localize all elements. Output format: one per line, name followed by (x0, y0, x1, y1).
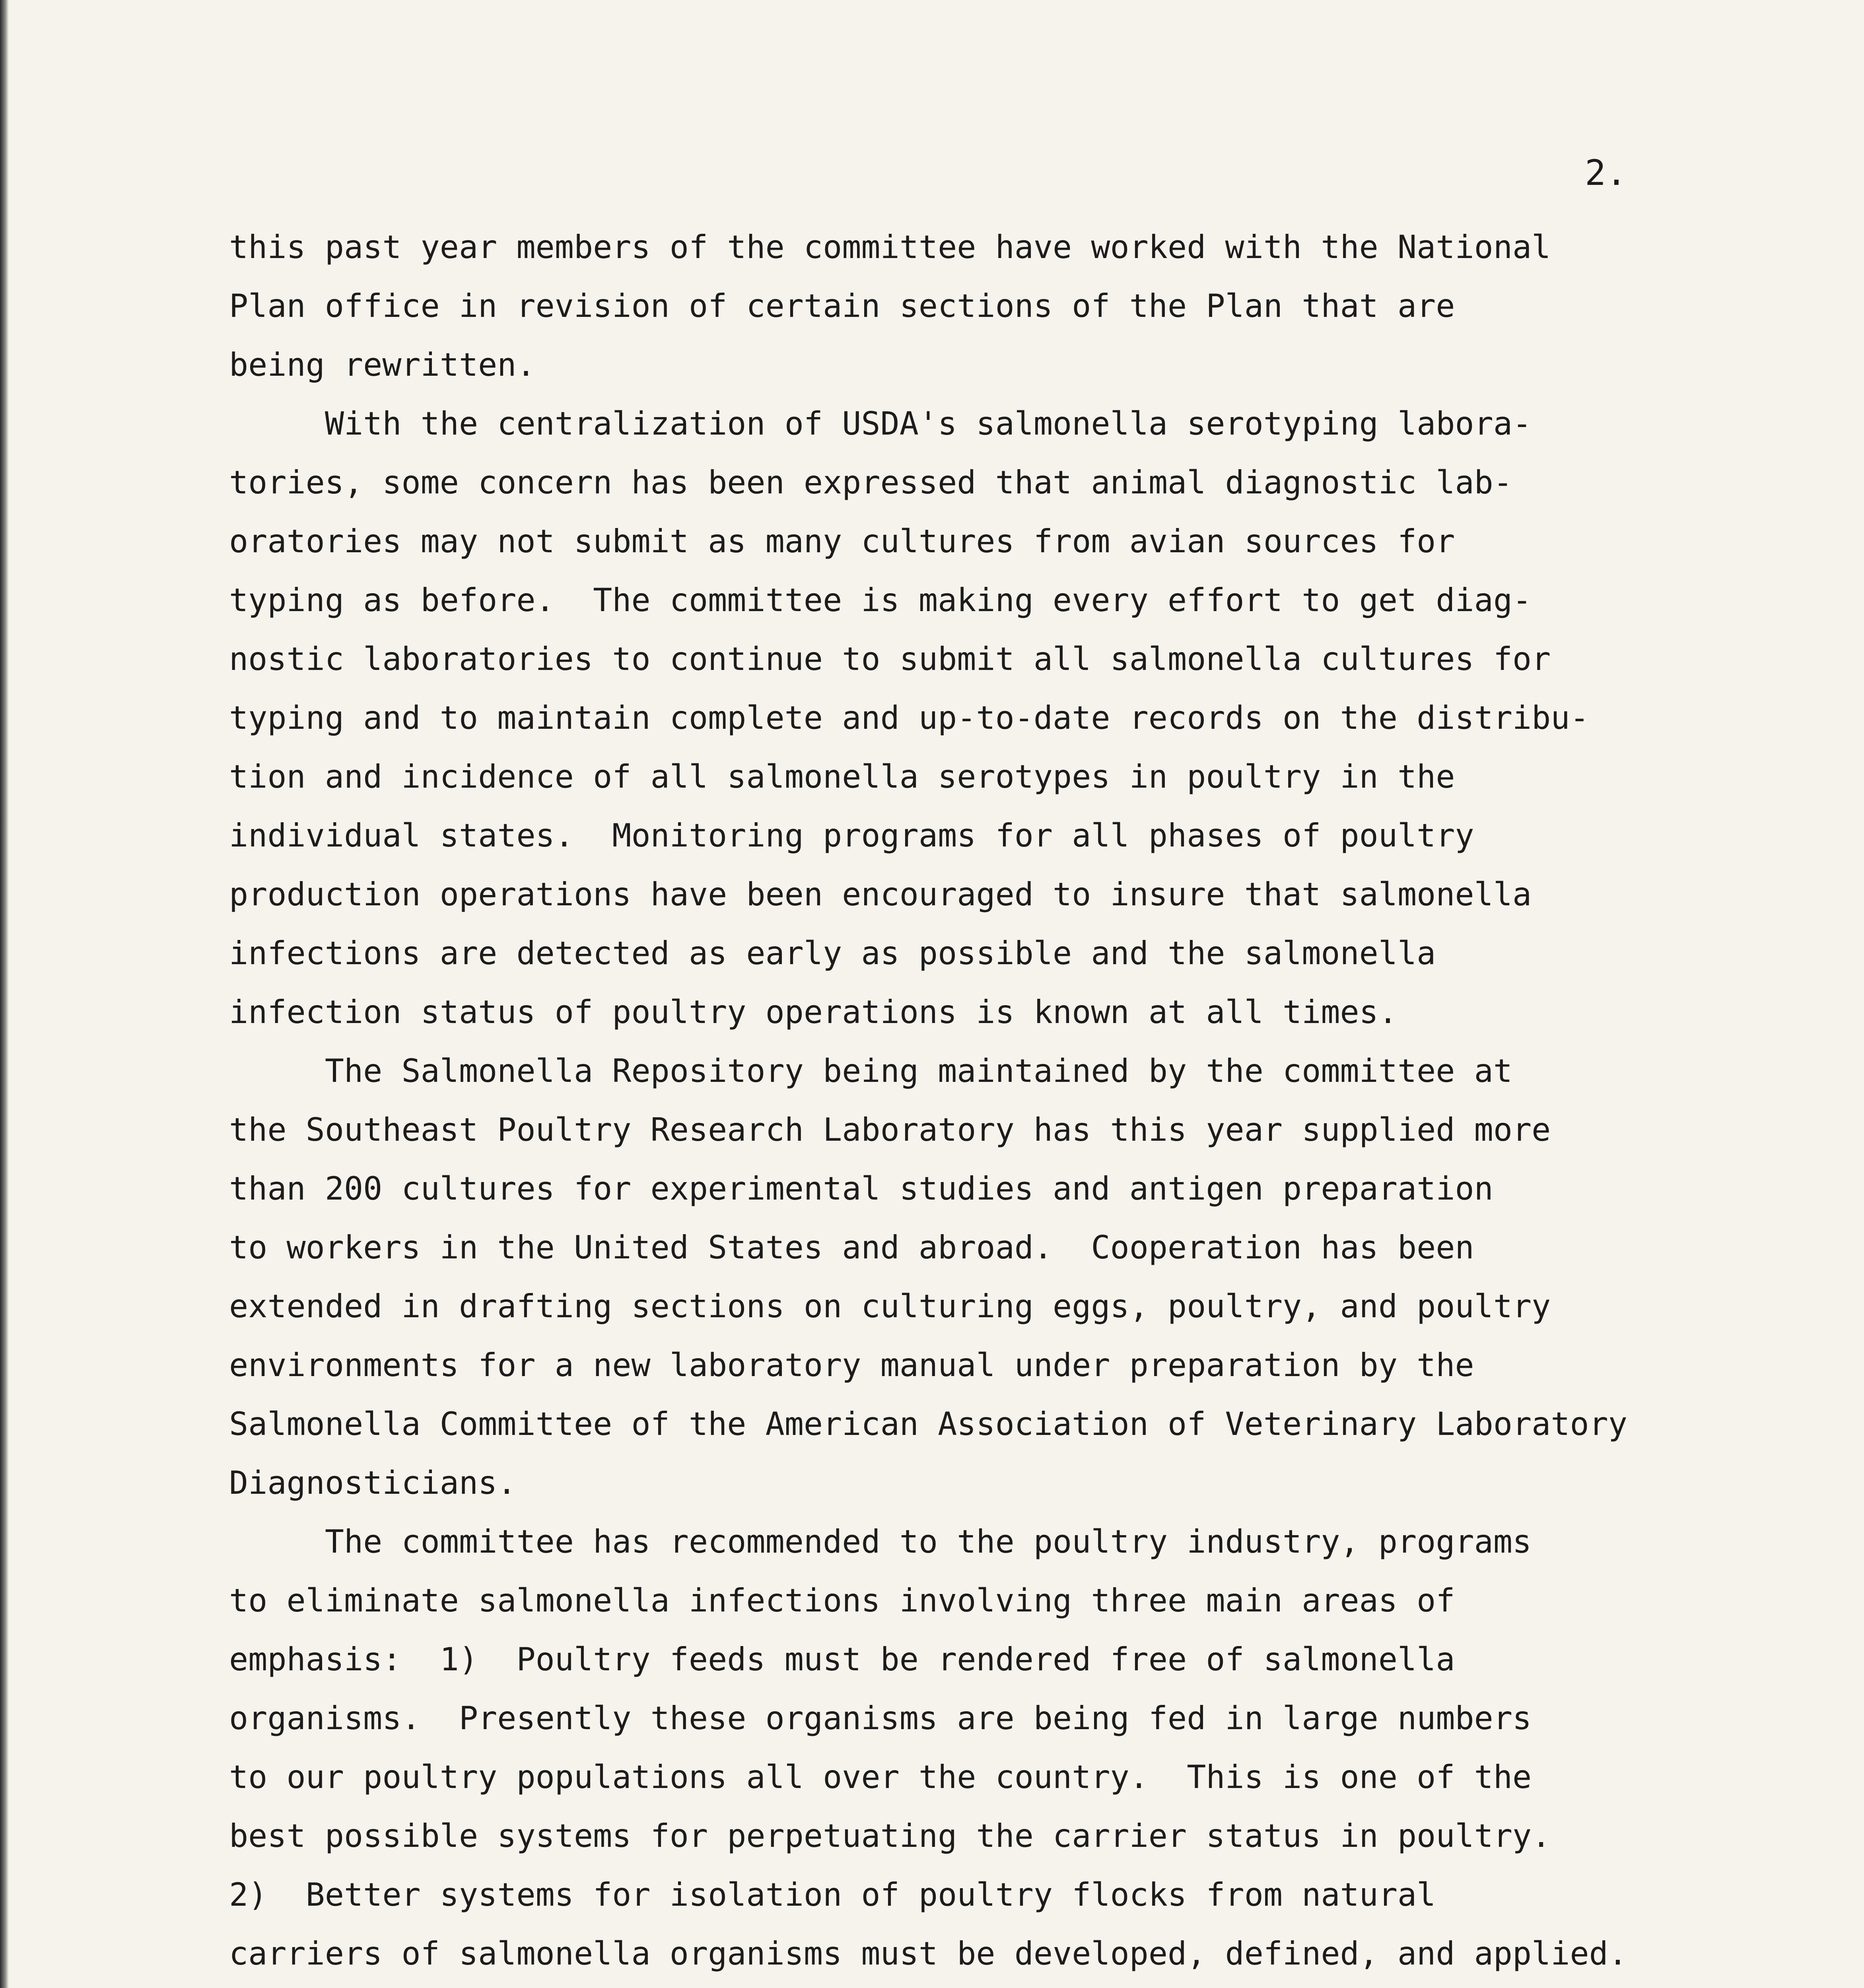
text-line: tion and incidence of all salmonella serotypes in poultry in the (229, 758, 1455, 795)
text-line: environments for a new laboratory manual under preparation by the (229, 1347, 1474, 1384)
body-text (229, 218, 1681, 1988)
scan-edge-shadow (0, 0, 9, 1988)
text-line: 2) Better systems for isolation of poultry flocks from natural (229, 1876, 1436, 1913)
text-line: extended in drafting sections on culturing eggs, poultry, and poultry (229, 1288, 1551, 1325)
text-line: Salmonella Committee of the American Association of Veterinary Laboratory (229, 1406, 1627, 1442)
text-line: best possible systems for perpetuating the carrier status in poultry. (229, 1817, 1551, 1854)
text-line: emphasis: 1) Poultry feeds must be rendered free of salmonella (229, 1641, 1455, 1678)
text-line: this past year members of the committee have worked with the National (229, 229, 1551, 266)
text-line: tories, some concern has been expressed that animal diagnostic lab- (229, 464, 1512, 501)
text-line: Plan office in revision of certain sections of the Plan that are (229, 287, 1455, 324)
text-line: organisms. Presently these organisms are being fed in large numbers (229, 1700, 1532, 1737)
text-line: to eliminate salmonella infections involving three main areas of (229, 1582, 1455, 1619)
paragraph-2 (229, 394, 1681, 1042)
page-number: 2. (1585, 152, 1627, 193)
text-line: production operations have been encouraged to insure that salmonella (229, 876, 1532, 913)
text-line: individual states. Monitoring programs for all phases of poultry (229, 817, 1474, 854)
text-line: Diagnosticians. (229, 1464, 517, 1501)
text-line: carriers of salmonella organisms must be developed, defined, and applied. (229, 1935, 1627, 1972)
text-line: typing and to maintain complete and up-to-date records on the distribu- (229, 699, 1589, 736)
text-line: the Southeast Poultry Research Laboratory has this year supplied more (229, 1111, 1551, 1148)
text-line: to workers in the United States and abroad. Cooperation has been (229, 1229, 1474, 1266)
paragraph-4 (229, 1512, 1681, 1988)
text-line: than 200 cultures for experimental studies and antigen preparation (229, 1170, 1493, 1207)
paragraph-3 (229, 1042, 1681, 1512)
text-line: The Salmonella Repository being maintained by the committee at (229, 1052, 1512, 1089)
text-line: typing as before. The committee is making every effort to get diag- (229, 582, 1532, 619)
text-line: infection status of poultry operations is known at all times. (229, 994, 1398, 1031)
text-line: nostic laboratories to continue to submit all salmonella cultures for (229, 641, 1551, 678)
text-line (229, 1983, 1681, 1988)
text-line: oratories may not submit as many cultures from avian sources for (229, 523, 1455, 560)
paragraph-1 (229, 218, 1681, 394)
text-line: to our poultry populations all over the country. This is one of the (229, 1759, 1532, 1796)
text-line: The committee has recommended to the poultry industry, programs (229, 1523, 1532, 1560)
text-line: being rewritten. (229, 346, 536, 383)
text-line: With the centralization of USDA's salmonella serotyping labora- (229, 405, 1532, 442)
text-line: infections are detected as early as possible and the salmonella (229, 935, 1436, 972)
